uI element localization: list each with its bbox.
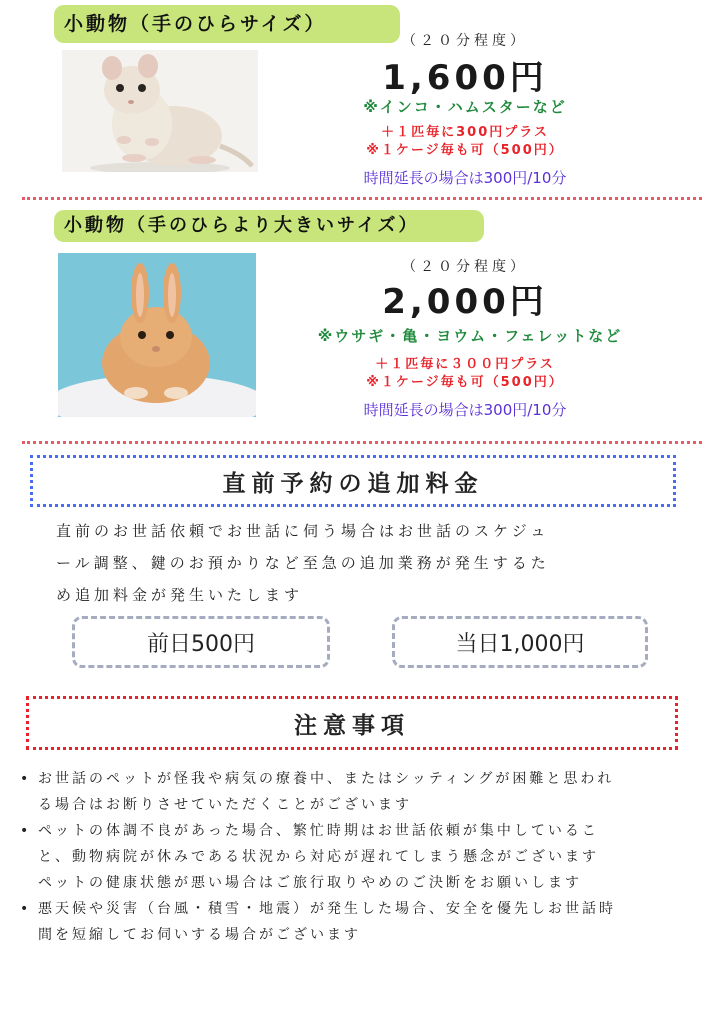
- list-item: [20, 766, 710, 818]
- plan2-extra-per-cage: ※１ケージ毎も可（500円）: [366, 375, 564, 390]
- fee-same-day: 当日1,000円: [392, 616, 648, 668]
- bullet-icon: •: [20, 771, 32, 787]
- note-line: と、動物病院が休みである状況から対応が遅れてしまう懸念がございます: [38, 849, 599, 865]
- bullet-icon: •: [20, 901, 32, 917]
- plan1-price: 1,600円: [382, 58, 548, 98]
- section-divider: [22, 197, 702, 200]
- gerbil-photo: [62, 50, 258, 172]
- note-line: ペットの体調不良があった場合、繁忙時期はお世話依頼が集中しているこ: [38, 823, 599, 839]
- bullet-icon: •: [20, 823, 32, 839]
- plan2-price: 2,000円: [382, 282, 548, 322]
- note-line: 悪天候や災害（台風・積雪・地震）が発生した場合、安全を優先しお世話時: [38, 901, 616, 917]
- plan1-extra-per-animal: ＋１匹毎に300円プラス: [381, 125, 549, 140]
- surcharge-line: め追加料金が発生いたします: [56, 586, 304, 604]
- surcharge-title: 直前予約の追加料金: [30, 455, 676, 507]
- fee-prev-day: 前日500円: [72, 616, 330, 668]
- note-line: る場合はお断りさせていただくことがございます: [38, 797, 412, 813]
- plan2-extension: 時間延長の場合は300円/10分: [363, 401, 567, 419]
- plan2-extra-per-animal: ＋１匹毎に３００円プラス: [375, 357, 555, 372]
- rabbit-photo: [58, 253, 256, 417]
- plan2-duration: （２０分程度）: [402, 259, 528, 275]
- plan1-examples: ※インコ・ハムスターなど: [363, 98, 567, 116]
- list-item: [20, 896, 710, 948]
- note-line: 間を短縮してお伺いする場合がございます: [38, 927, 361, 943]
- plan2-tag: 小動物（手のひらより大きいサイズ）: [54, 210, 484, 242]
- list-item: [20, 818, 710, 896]
- plan1-extra-per-cage: ※１ケージ毎も可（500円）: [366, 143, 564, 158]
- section-divider: [22, 441, 702, 444]
- note-line: ペットの健康状態が悪い場合はご旅行取りやめのご決断をお願いします: [38, 875, 582, 891]
- plan1-tag: 小動物（手のひらサイズ）: [54, 5, 400, 43]
- notes-list: [20, 766, 710, 948]
- plan2-examples: ※ウサギ・亀・ヨウム・フェレットなど: [317, 327, 623, 345]
- plan1-duration: （２０分程度）: [402, 33, 528, 49]
- note-line: お世話のペットが怪我や病気の療養中、またはシッティングが困難と思われ: [38, 771, 615, 787]
- surcharge-description: [56, 515, 676, 611]
- plan1-extension: 時間延長の場合は300円/10分: [363, 169, 567, 187]
- surcharge-line: ール調整、鍵のお預かりなど至急の追加業務が発生するた: [56, 554, 550, 572]
- surcharge-line: 直前のお世話依頼でお世話に伺う場合はお世話のスケジュ: [56, 522, 550, 540]
- notes-title: 注意事項: [26, 696, 678, 750]
